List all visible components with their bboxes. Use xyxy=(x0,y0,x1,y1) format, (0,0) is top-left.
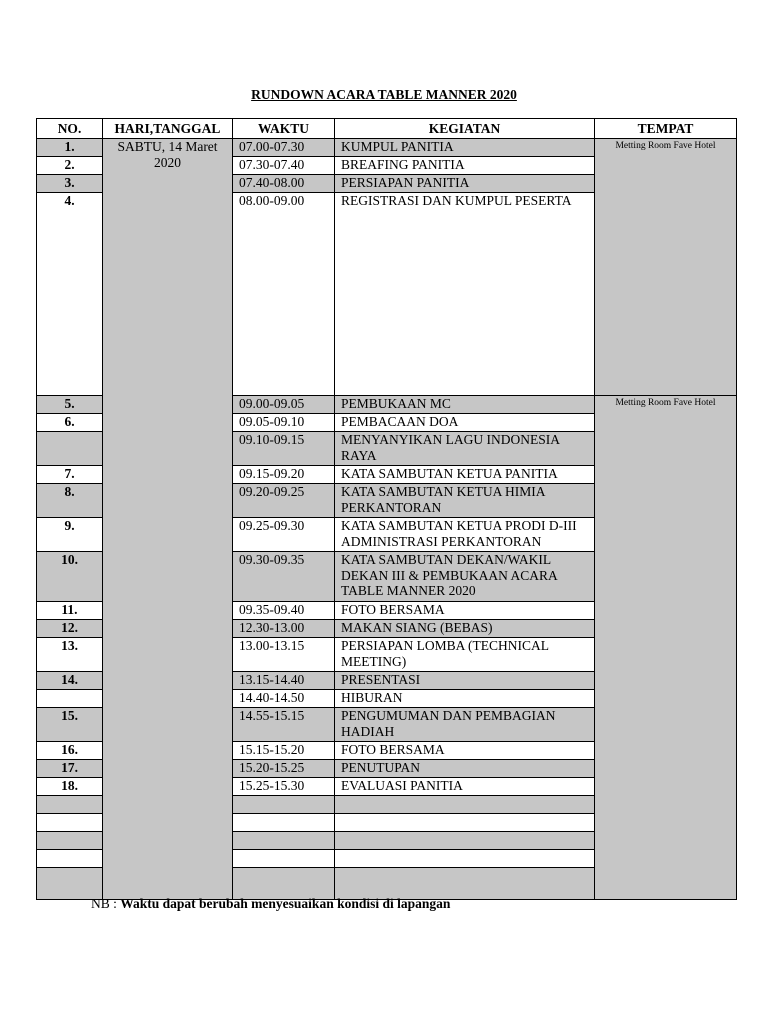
footnote-text: Waktu dapat berubah menyesuaikan kondisi di lapangan xyxy=(120,896,451,911)
hari-tanggal-cell: SABTU, 14 Maret 2020 xyxy=(103,139,233,900)
row-kegiatan: KATA SAMBUTAN KETUA HIMIA PERKANTORAN xyxy=(335,484,595,518)
title-text: RUNDOWN ACARA TABLE MANNER 2020 xyxy=(251,87,517,102)
row-no xyxy=(37,432,103,466)
row-kegiatan: PEMBUKAAN MC xyxy=(335,396,595,414)
row-kegiatan: PENUTUPAN xyxy=(335,760,595,778)
row-kegiatan: MENYANYIKAN LAGU INDONESIA RAYA xyxy=(335,432,595,466)
empty-cell xyxy=(335,850,595,868)
empty-cell xyxy=(37,832,103,850)
footnote xyxy=(91,896,450,912)
empty-cell xyxy=(233,832,335,850)
row-kegiatan: KUMPUL PANITIA xyxy=(335,139,595,157)
row-waktu: 13.00-13.15 xyxy=(233,638,335,672)
row-no: 9. xyxy=(37,518,103,552)
row-no: 17. xyxy=(37,760,103,778)
row-kegiatan: KATA SAMBUTAN DEKAN/WAKIL DEKAN III & PEMBUKAAN ACARA TABLE MANNER 2020 xyxy=(335,552,595,602)
row-no: 18. xyxy=(37,778,103,796)
tempat-cell-1: Metting Room Fave Hotel xyxy=(595,139,737,396)
row-kegiatan: PRESENTASI xyxy=(335,672,595,690)
row-waktu: 09.05-09.10 xyxy=(233,414,335,432)
row-waktu: 15.25-15.30 xyxy=(233,778,335,796)
empty-cell xyxy=(233,850,335,868)
row-waktu: 09.10-09.15 xyxy=(233,432,335,466)
empty-cell xyxy=(233,796,335,814)
row-waktu: 15.15-15.20 xyxy=(233,742,335,760)
header-waktu: WAKTU xyxy=(233,119,335,139)
row-kegiatan: EVALUASI PANITIA xyxy=(335,778,595,796)
empty-cell xyxy=(37,868,103,900)
row-kegiatan: PERSIAPAN LOMBA (TECHNICAL MEETING) xyxy=(335,638,595,672)
row-kegiatan: KATA SAMBUTAN KETUA PANITIA xyxy=(335,466,595,484)
empty-cell xyxy=(335,796,595,814)
rundown-table xyxy=(36,118,737,900)
empty-cell xyxy=(335,832,595,850)
row-kegiatan: MAKAN SIANG (BEBAS) xyxy=(335,620,595,638)
row-no: 7. xyxy=(37,466,103,484)
header-no: NO. xyxy=(37,119,103,139)
empty-cell xyxy=(37,850,103,868)
row-no: 15. xyxy=(37,708,103,742)
row-no: 6. xyxy=(37,414,103,432)
table-header-row xyxy=(37,119,737,139)
row-kegiatan: REGISTRASI DAN KUMPUL PESERTA xyxy=(335,193,595,396)
row-waktu: 14.55-15.15 xyxy=(233,708,335,742)
row-kegiatan: FOTO BERSAMA xyxy=(335,742,595,760)
table-row xyxy=(37,139,737,157)
row-no: 8. xyxy=(37,484,103,518)
row-kegiatan: FOTO BERSAMA xyxy=(335,602,595,620)
row-waktu: 08.00-09.00 xyxy=(233,193,335,396)
row-waktu: 07.00-07.30 xyxy=(233,139,335,157)
row-no: 5. xyxy=(37,396,103,414)
row-kegiatan: PERSIAPAN PANITIA xyxy=(335,175,595,193)
empty-cell xyxy=(37,796,103,814)
footnote-prefix: NB : xyxy=(91,896,121,911)
row-kegiatan: HIBURAN xyxy=(335,690,595,708)
row-waktu: 09.20-09.25 xyxy=(233,484,335,518)
row-waktu: 07.30-07.40 xyxy=(233,157,335,175)
row-waktu: 14.40-14.50 xyxy=(233,690,335,708)
row-no: 4. xyxy=(37,193,103,396)
row-waktu: 09.25-09.30 xyxy=(233,518,335,552)
row-no: 1. xyxy=(37,139,103,157)
row-no: 12. xyxy=(37,620,103,638)
tempat-cell-2: Metting Room Fave Hotel xyxy=(595,396,737,900)
header-kegiatan: KEGIATAN xyxy=(335,119,595,139)
empty-cell xyxy=(335,868,595,900)
row-waktu: 09.35-09.40 xyxy=(233,602,335,620)
row-waktu: 09.30-09.35 xyxy=(233,552,335,602)
row-no: 11. xyxy=(37,602,103,620)
header-tempat: TEMPAT xyxy=(595,119,737,139)
row-no: 2. xyxy=(37,157,103,175)
row-no: 10. xyxy=(37,552,103,602)
row-no xyxy=(37,690,103,708)
row-kegiatan: PEMBACAAN DOA xyxy=(335,414,595,432)
row-waktu: 07.40-08.00 xyxy=(233,175,335,193)
row-waktu: 13.15-14.40 xyxy=(233,672,335,690)
empty-cell xyxy=(37,814,103,832)
row-waktu: 09.15-09.20 xyxy=(233,466,335,484)
row-waktu: 09.00-09.05 xyxy=(233,396,335,414)
empty-cell xyxy=(233,814,335,832)
row-no: 3. xyxy=(37,175,103,193)
empty-cell xyxy=(335,814,595,832)
document-title xyxy=(0,87,768,103)
empty-cell xyxy=(233,868,335,900)
row-kegiatan: BREAFING PANITIA xyxy=(335,157,595,175)
row-no: 14. xyxy=(37,672,103,690)
row-kegiatan: KATA SAMBUTAN KETUA PRODI D-III ADMINISTRASI PERKANTORAN xyxy=(335,518,595,552)
row-no: 16. xyxy=(37,742,103,760)
header-hari-tanggal: HARI,TANGGAL xyxy=(103,119,233,139)
row-waktu: 15.20-15.25 xyxy=(233,760,335,778)
row-kegiatan: PENGUMUMAN DAN PEMBAGIAN HADIAH xyxy=(335,708,595,742)
row-waktu: 12.30-13.00 xyxy=(233,620,335,638)
row-no: 13. xyxy=(37,638,103,672)
